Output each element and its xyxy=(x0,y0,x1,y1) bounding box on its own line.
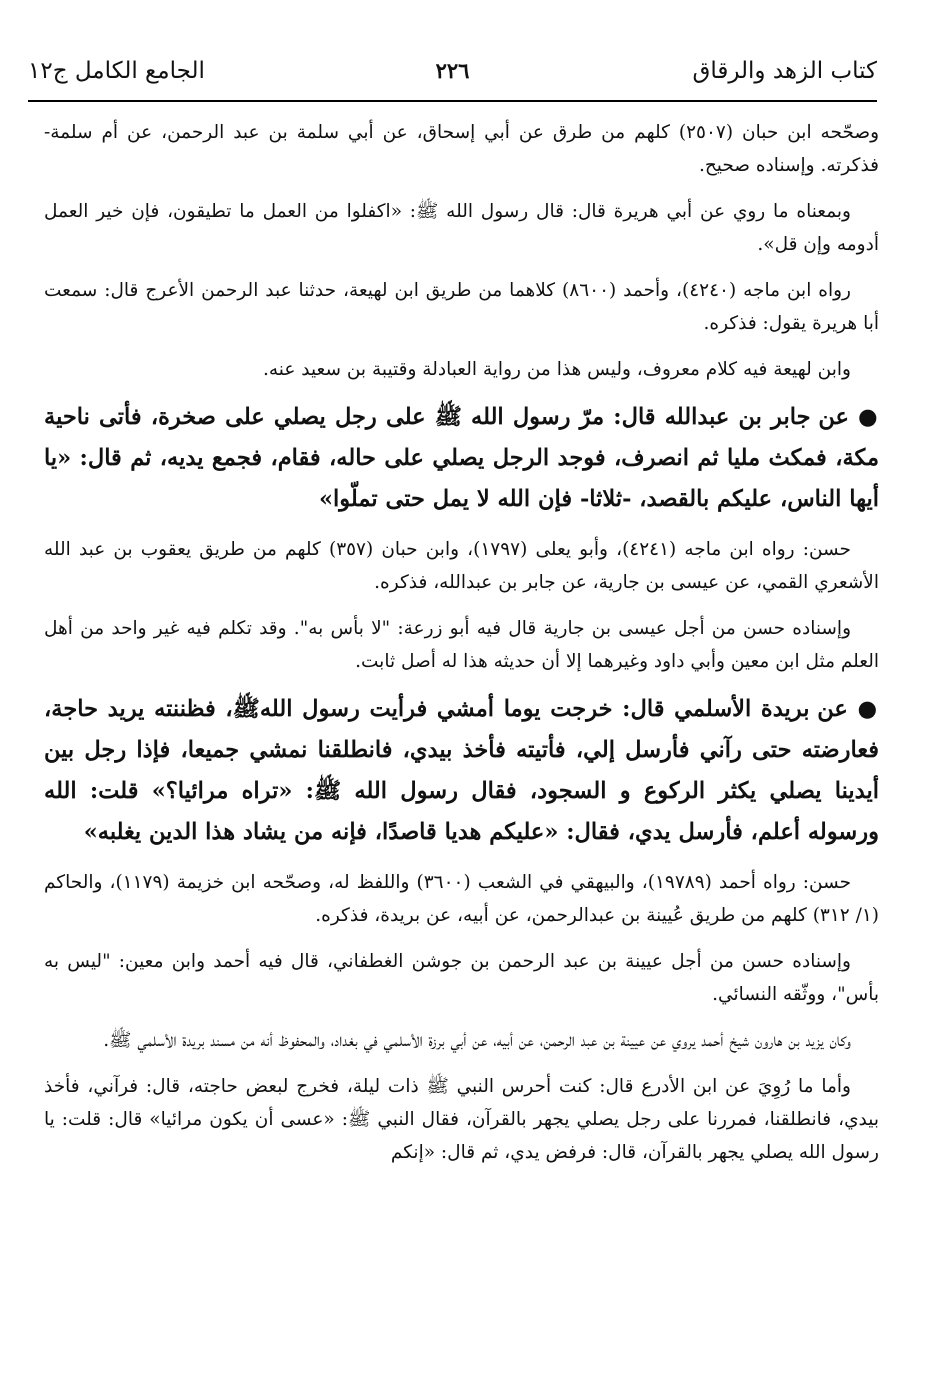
paragraph: وابن لهيعة فيه كلام معروف، وليس هذا من رواية العبادلة وقتيبة بن سعيد عنه. xyxy=(262,359,851,380)
page-number: ٢٢٦ xyxy=(435,58,470,83)
page-body xyxy=(44,116,879,1169)
paragraph: رواه ابن ماجه (٤٢٤٠)، وأحمد (٨٦٠٠) كلاهما من طريق ابن لهيعة، حدثنا عبد الرحمن الأعرج قال: سمعت أبا هريرة يقول: فذكره. xyxy=(44,280,879,334)
hadith-body: عن جابر بن عبدالله قال: مرّ رسول الله ﷺ على رجل يصلي على صخرة، فأتى ناحية مكة، فمكث مليا ثم انصرف، فوجد الرجل يصلي على حاله، فقام، فجمع يديه، ثم قال: «يا أيها الناس، عليكم بالقصد، -ثلاثا- فإن الله لا يمل حتى تملّوا» xyxy=(44,404,879,512)
paragraph: حسن: رواه ابن ماجه (٤٢٤١)، وأبو يعلى (١٧٩٧)، وابن حبان (٣٥٧) كلهم من طريق يعقوب بن عبد الله الأشعري القمي، عن عيسى بن جارية، عن جابر بن عبدالله، فذكره. xyxy=(44,539,879,593)
paragraph: وأما ما رُوِيَ عن ابن الأدرع قال: كنت أحرس النبي ﷺ ذات ليلة، فخرج لبعض حاجته، قال: فرآني، فأخذ بيدي، فانطلقنا، فمررنا على رجل يصلي يجهر بالقرآن، فقال النبي ﷺ: «عسى أن يكون مرائيا» قال: قلت: يا رسول الله يصلي يجهر بالقرآن، قال: فرفض يدي، ثم قال: «إنكم xyxy=(44,1076,879,1163)
paragraph: وصحّحه ابن حبان (٢٥٠٧) كلهم من طرق عن أبي إسحاق، عن أبي سلمة بن عبد الرحمن، عن أم سلمة- فذكرته. وإسناده صحيح. xyxy=(44,122,880,176)
paragraph: حسن: رواه أحمد (١٩٧٨٩)، والبيهقي في الشعب (٣٦٠٠) واللفظ له، وصحّحه ابن خزيمة (١١٧٩)، والحاكم (١/ ٣١٢) كلهم من طريق عُيينة بن عبدالرحمن، عن أبيه، عن بريدة، فذكره. xyxy=(44,872,879,926)
page-header xyxy=(28,56,877,96)
hadith-text xyxy=(44,689,879,853)
series-title: الجامع الكامل ج١٢ xyxy=(28,58,205,84)
paragraph: وإسناده حسن من أجل عيينة بن عبد الرحمن بن جوشن الغطفاني، قال فيه أحمد وابن معين: "ليس به بأس"، ووثّقه النسائي. xyxy=(44,951,879,1005)
paragraph: وكان يزيد بن هارون شيخ أحمد يروي عن عيينة بن عبد الرحمن، عن أبيه، عن أبي برزة الأسلمي في بغداد، والمحفوظ أنه من مسند بريدة الأسلمي ﷺ. xyxy=(103,1030,851,1051)
paragraph: وبمعناه ما روي عن أبي هريرة قال: قال رسول الله ﷺ: «اكفلوا من العمل ما تطيقون، فإن خير العمل أدومه وإن قل». xyxy=(44,201,879,255)
book-title: كتاب الزهد والرقاق xyxy=(692,58,877,84)
hadith-text xyxy=(44,397,879,520)
hadith-body: عن بريدة الأسلمي قال: خرجت يوما أمشي فرأيت رسول اللهﷺ، فظننته يريد حاجة، فعارضته حتى رآني فأرسل إلي، فأتيته فأخذ بيدي، فانطلقنا نمشي جميعا، فإذا رجل بين أيدينا يصلي يكثر الركوع و السجود، فقال رسول الله ﷺ: «تراه مرائيا؟» قلت: الله ورسوله أعلم، فأرسل يدي، فقال: «عليكم هديا قاصدًا، فإنه من يشاد هذا الدين يغلبه» xyxy=(44,696,879,845)
bullet-icon: ● xyxy=(848,404,879,430)
paragraph: وإسناده حسن من أجل عيسى بن جارية قال فيه أبو زرعة: "لا بأس به". وقد تكلم فيه غير واحد من أهل العلم مثل ابن معين وأبي داود وغيرهما إلا أن حديثه هذا له أصل ثابت. xyxy=(44,618,879,672)
bullet-icon: ● xyxy=(847,696,879,722)
header-rule xyxy=(28,100,877,102)
